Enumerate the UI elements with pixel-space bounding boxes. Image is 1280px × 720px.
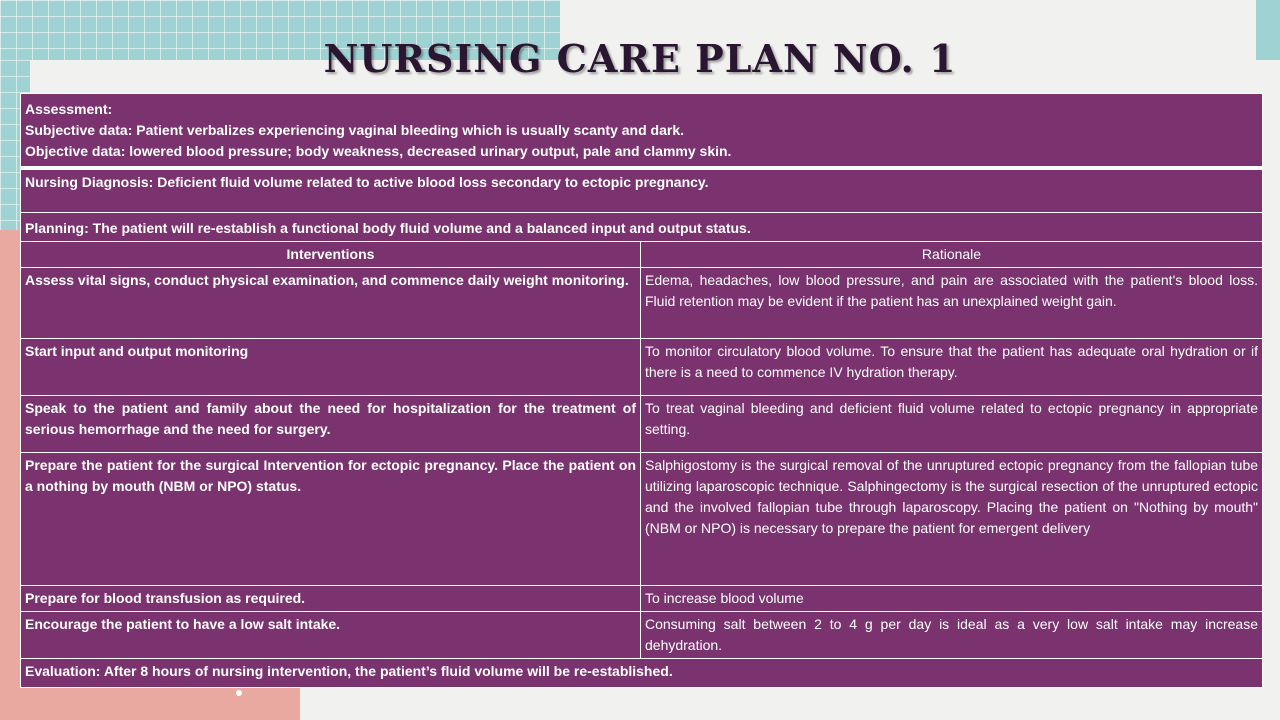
intervention-cell: Encourage the patient to have a low salt intake. [21,612,641,659]
assessment-subjective: Subjective data: Patient verbalizes experiencing vaginal bleeding which is usually scanty and dark. [25,121,684,138]
assessment-heading: Assessment: [25,100,113,117]
intervention-cell: Prepare the patient for the surgical Intervention for ectopic pregnancy. Place the patient on a nothing by mouth (NBM or NPO) status. [21,453,641,586]
page-title: NURSING CARE PLAN NO. 1 [323,36,957,81]
intervention-cell: Prepare for blood transfusion as required. [21,586,641,612]
rationale-cell: To monitor circulatory blood volume. To ensure that the patient has adequate oral hydration or if there is a need to commence IV hydration therapy. [641,339,1263,396]
rationale-cell: Salphigostomy is the surgical removal of the unruptured ectopic pregnancy from the fallopian tube utilizing laparoscopic technique. Salphingectomy is the surgical resection of the unruptured ectopic and the involved fallopian tube through laparoscopy. Placing the patient on "Nothing by mouth" (NBM or NPO) is necessary to prepare the patient for emergent delivery [641,453,1263,586]
decorative-dot [236,690,242,696]
table-row [21,586,1263,612]
intervention-cell: Speak to the patient and family about the need for hospitalization for the treatment of serious hemorrhage and the need for surgery. [21,396,641,453]
background-pink-bottom [0,688,300,720]
planning-cell: Planning: The patient will re-establish a functional body fluid volume and a balanced input and output status. [21,213,1263,242]
care-plan-table [20,93,1263,688]
diagnosis-cell: Nursing Diagnosis: Deficient fluid volume related to active blood loss secondary to ectopic pregnancy. [21,168,1263,213]
intervention-cell: Assess vital signs, conduct physical examination, and commence daily weight monitoring. [21,268,641,339]
rationale-cell: Consuming salt between 2 to 4 g per day is ideal as a very low salt intake may increase dehydration. [641,612,1263,659]
rationale-cell: To increase blood volume [641,586,1263,612]
table-row [21,612,1263,659]
assessment-row [21,94,1263,169]
table-row [21,339,1263,396]
intervention-cell: Start input and output monitoring [21,339,641,396]
column-header-row [21,242,1263,268]
table-row [21,396,1263,453]
evaluation-row [21,659,1263,688]
rationale-header: Rationale [641,242,1263,268]
assessment-cell [21,94,1263,169]
diagnosis-row [21,168,1263,213]
evaluation-cell: Evaluation: After 8 hours of nursing intervention, the patient’s fluid volume will be re-established. [21,659,1263,688]
assessment-objective: Objective data: lowered blood pressure; body weakness, decreased urinary output, pale and clammy skin. [25,142,732,159]
table-row [21,268,1263,339]
planning-row [21,213,1263,242]
rationale-cell: Edema, headaches, low blood pressure, and pain are associated with the patient's blood loss. Fluid retention may be evident if the patient has an unexplained weight gain. [641,268,1263,339]
interventions-header: Interventions [21,242,641,268]
table-row [21,453,1263,586]
rationale-cell: To treat vaginal bleeding and deficient fluid volume related to ectopic pregnancy in appropriate setting. [641,396,1263,453]
